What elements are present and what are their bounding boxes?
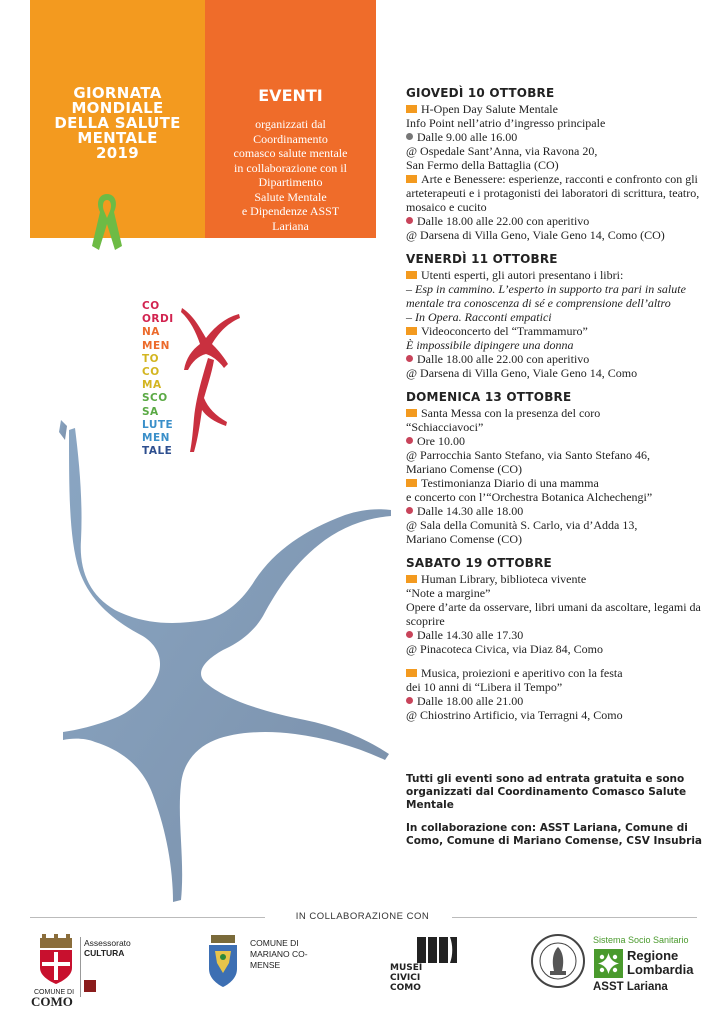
organizer-text: organizzati dal Coordinamento comasco salute mentale in collaborazione con il Dipartimento Salute Mentale e Dipendenze ASST Lariana [233, 117, 348, 233]
mariano-label: COMUNE DI MARIANO CO- MENSE [250, 938, 308, 970]
day-title: DOMENICA 13 OTTOBRE [406, 390, 572, 404]
event-line-text: Testimonianza Diario di una mamma e concerto con l’“Orchestra Botanica Alchechengi” [406, 476, 653, 504]
main-title: GIORNATA MONDIALE DELLA SALUTE MENTALE 2019 [54, 84, 181, 162]
event-line [406, 352, 706, 366]
free-entry-note: Tutti gli eventi sono ad entrata gratuita e sono organizzati dal Coordinamento Comasco Salute Mentale [406, 773, 687, 811]
como-comune-label: COMUNE DI [34, 989, 75, 996]
event-line [406, 172, 706, 214]
event-square-icon [406, 479, 417, 487]
coord-logo-row: ORDI [142, 313, 174, 326]
event-line-text: Dalle 14.30 alle 17.30 [417, 628, 524, 642]
event-line [406, 116, 706, 130]
regione-subtitle: Sistema Socio Sanitario [593, 935, 689, 945]
event-line [406, 476, 706, 504]
musei-label: MUSEI CIVICI COMO [390, 963, 423, 993]
event-line-text: Human Library, biblioteca vivente “Note a margine” [406, 572, 587, 600]
ospedale-seal-icon [530, 933, 586, 989]
event-line [406, 518, 706, 546]
big-figure-illustration [55, 420, 395, 920]
event-line-text: @ Chiostrino Artificio, via Terragni 4, Como [406, 708, 623, 722]
event-line-text: Videoconcerto del “Trammamuro” [421, 324, 588, 338]
como-assessorato-label: Assessorato [84, 938, 131, 948]
coord-logo-row: TALE [142, 445, 173, 458]
event-line [406, 282, 706, 310]
event-square-icon [406, 575, 417, 583]
event-line-text: Dalle 18.00 alle 22.00 con aperitivo [417, 214, 590, 228]
event-line [406, 338, 706, 352]
event-line [406, 504, 706, 518]
mariano-crest-icon [205, 933, 241, 989]
event-line-text: – Esp in cammino. L’esperto in supporto tra pari in salute mentale tra conoscenza di sé e comprensione dell’altro [406, 282, 686, 310]
event-line-text: @ Ospedale Sant’Anna, via Ravona 20, San Fermo della Battaglia (CO) [406, 144, 598, 172]
event-line [406, 228, 706, 242]
eventi-title: EVENTI [258, 86, 323, 105]
coord-logo-row: TO [142, 352, 160, 365]
day-block [406, 252, 706, 380]
event-line-text: Info Point nell’atrio d’ingresso principale [406, 116, 606, 130]
coord-logo-row: LUTE [142, 418, 174, 431]
event-square-icon [406, 409, 417, 417]
event-line-text: Arte e Benessere: esperienze, racconti e confronto con gli arteterapeuti e i protagonisti dei laboratori di scrittura, teatro, mosaico e cucito [406, 172, 700, 214]
event-line-text: Ore 10.00 [417, 434, 465, 448]
day-block [406, 390, 706, 546]
event-line-text: Dalle 18.00 alle 21.00 [417, 694, 524, 708]
coord-logo-row: NA [142, 326, 160, 339]
event-line-text: Dalle 14.30 alle 18.00 [417, 504, 524, 518]
event-line [406, 628, 706, 642]
time-dot-icon [406, 133, 413, 140]
day-block [406, 86, 706, 242]
time-dot-icon [406, 355, 413, 362]
como-cultura-label: CULTURA [84, 948, 125, 958]
day-title: GIOVEDÌ 10 OTTOBRE [406, 86, 555, 100]
coord-logo-row: SA [142, 405, 159, 418]
coord-logo-row: MA [142, 379, 162, 392]
footer-note [406, 773, 706, 858]
event-line [406, 324, 706, 338]
event-line [406, 144, 706, 172]
coord-logo-row: CO [142, 300, 160, 312]
regione-name: Regione Lombardia [627, 948, 694, 977]
event-line-text: – In Opera. Racconti empatici [406, 310, 552, 324]
event-line-text: Santa Messa con la presenza del coro “Schiacciavoci” [406, 406, 601, 434]
event-line-text: @ Parrocchia Santo Stefano, via Santo Stefano 46, Mariano Comense (CO) [406, 448, 650, 476]
time-dot-icon [406, 507, 413, 514]
event-line [406, 666, 706, 694]
event-line [406, 434, 706, 448]
day-title: SABATO 19 OTTOBRE [406, 556, 552, 570]
time-dot-icon [406, 697, 413, 704]
event-line [406, 130, 706, 144]
event-line [406, 572, 706, 600]
coord-logo-row: MEN [142, 432, 170, 445]
event-line-text: Utenti esperti, gli autori presentano i libri: [421, 268, 624, 282]
event-line-text: Dalle 18.00 alle 22.00 con aperitivo [417, 352, 590, 366]
regione-asst: ASST Lariana [593, 981, 668, 993]
event-line [406, 310, 706, 324]
event-line-text: H-Open Day Salute Mentale [421, 102, 558, 116]
collaboration-note: In collaborazione con: ASST Lariana, Comune di Como, Comune di Mariano Comense, CSV Insubria [406, 822, 703, 847]
event-line-text: @ Pinacoteca Civica, via Diaz 84, Como [406, 642, 603, 656]
event-line-text: @ Darsena di Villa Geno, Viale Geno 14, Como (CO) [406, 228, 665, 242]
event-square-icon [406, 669, 417, 677]
event-square-icon [406, 105, 417, 113]
event-line [406, 268, 706, 282]
event-line-text: @ Darsena di Villa Geno, Viale Geno 14, Como [406, 366, 638, 380]
events-column [406, 86, 706, 732]
coord-logo-row: MEN [142, 339, 170, 352]
event-line-text: È impossibile dipingere una donna [406, 338, 574, 352]
time-dot-icon [406, 631, 413, 638]
awareness-ribbon-icon [90, 190, 124, 252]
event-line [406, 102, 706, 116]
event-line [406, 448, 706, 476]
como-divider [80, 937, 81, 997]
event-square-icon [406, 175, 417, 183]
time-dot-icon [406, 217, 413, 224]
time-dot-icon [406, 437, 413, 444]
event-line [406, 214, 706, 228]
como-name-label: COMO [31, 994, 73, 1009]
day-title: VENERDÌ 11 OTTOBRE [406, 252, 558, 266]
event-line [406, 694, 706, 708]
event-line [406, 406, 706, 434]
coord-logo-row: CO [142, 366, 160, 379]
event-line [406, 642, 706, 656]
coord-logo-row: SCO [142, 392, 168, 405]
event-line-text: Opere d’arte da osservare, libri umani da ascoltare, legami da scoprire [406, 600, 701, 628]
como-red-square [84, 980, 96, 992]
regione-logo-icon [594, 949, 623, 978]
event-square-icon [406, 327, 417, 335]
day-block [406, 556, 706, 722]
event-line-text: @ Sala della Comunità S. Carlo, via d’Adda 13, Mariano Comense (CO) [406, 518, 638, 546]
event-line [406, 366, 706, 380]
event-line [406, 708, 706, 722]
event-line-text: Musica, proiezioni e aperitivo con la festa dei 10 anni di “Libera il Tempo” [406, 666, 623, 694]
collaboration-label: IN COLLABORAZIONE CON [295, 911, 430, 922]
event-square-icon [406, 271, 417, 279]
musei-logo-icon [417, 937, 457, 963]
event-line-text: Dalle 9.00 alle 16.00 [417, 130, 518, 144]
event-line [406, 600, 706, 628]
como-crest-icon [36, 934, 76, 986]
